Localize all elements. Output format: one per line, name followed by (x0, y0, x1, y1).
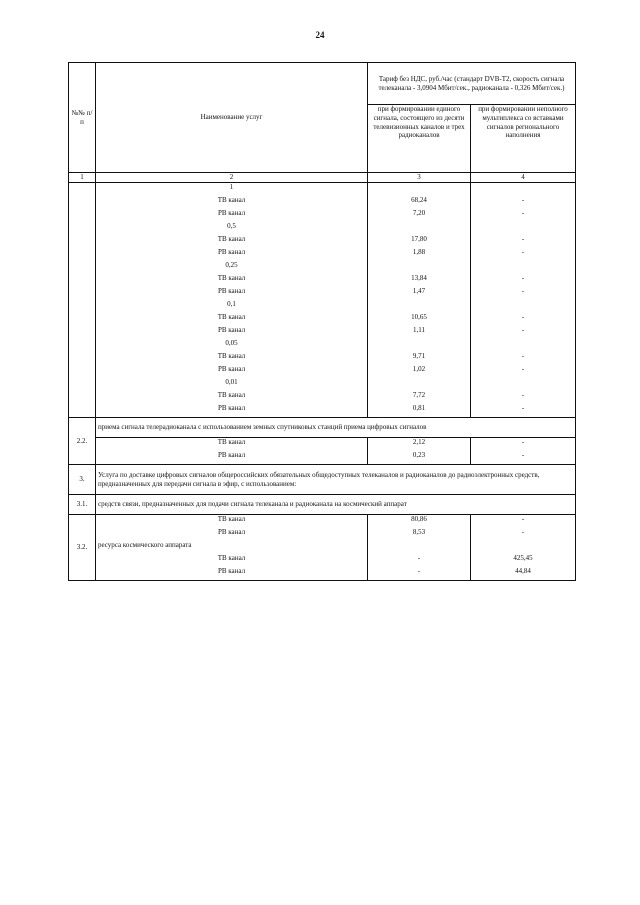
group-label: 0,01 (225, 378, 238, 386)
section-3-2-text: ресурса космического аппарата (98, 541, 192, 549)
tariff-value: 9,71 (412, 352, 426, 360)
section-2-2-row (69, 418, 576, 438)
rv-label: РВ канал (217, 365, 246, 373)
section-2-2-values-row (69, 438, 576, 465)
tv-label: ТВ канал (217, 313, 246, 321)
dash-value: - (521, 404, 525, 412)
dash-value: - (521, 235, 525, 243)
section-3-1-text: средств связи, предназначенных для подачи сигнала телеканала и радиоканала на космический аппарат (96, 495, 576, 515)
groups-row (69, 183, 576, 418)
tariff-value: 425,45 (513, 554, 533, 562)
dash-value: - (417, 554, 421, 562)
tv-label: ТВ канал (217, 352, 246, 360)
group-label: 0,5 (227, 222, 236, 230)
dash-value: - (521, 248, 525, 256)
group-label: 1 (229, 183, 234, 191)
tv-label: ТВ канал (217, 515, 246, 523)
dash-value: - (521, 451, 525, 459)
col3-header: при формировании единого сигнала, состоящего из десяти телевизионных каналов и трех радиоканалов (368, 105, 471, 173)
section-3-num: 3. (69, 465, 96, 495)
tariff-header: Тариф без НДС, руб./час (стандарт DVB-T2, скорость сигнала телеканала - 3,0904 Мбит/сек., радиоканала - 0,326 Мбит/сек.) (368, 63, 576, 105)
tv-label: ТВ канал (217, 196, 246, 204)
dash-value: - (521, 313, 525, 321)
groups-service-cell (96, 183, 368, 418)
dash-value: - (417, 567, 421, 575)
dash-value: - (521, 515, 525, 523)
tariff-value: 8,53 (412, 528, 426, 536)
dash-value: - (521, 528, 525, 536)
rv-label: РВ канал (217, 404, 246, 412)
num-header: №№ п/п (69, 63, 96, 173)
dash-value: - (521, 274, 525, 282)
groups-num-cell (69, 183, 96, 418)
rv-label: РВ канал (217, 326, 246, 334)
groups-col3-cell (368, 183, 471, 418)
section-3-2-row (69, 515, 576, 581)
group-label: 0,05 (225, 339, 238, 347)
column-numbers-row (69, 173, 576, 183)
tariff-value: 7,72 (412, 391, 426, 399)
dash-value: - (521, 209, 525, 217)
colnum-2: 2 (96, 173, 368, 183)
tariff-value: 1,47 (412, 287, 426, 295)
section-3-row (69, 465, 576, 495)
rv-label: РВ канал (217, 287, 246, 295)
groups-col4-cell (471, 183, 576, 418)
rv-label: РВ канал (217, 451, 246, 459)
section-3-1-num: 3.1. (69, 495, 96, 515)
rv-label: РВ канал (217, 528, 246, 536)
tariff-value: 17,80 (411, 235, 427, 243)
section-3-2-num: 3.2. (69, 515, 96, 581)
tariff-value: 13,84 (411, 274, 427, 282)
rv-label: РВ канал (217, 209, 246, 217)
tariff-value: 0,81 (412, 404, 426, 412)
dash-value: - (521, 196, 525, 204)
section-2-2-num: 2.2. (69, 418, 96, 465)
tv-label: ТВ канал (217, 274, 246, 282)
service-header: Наименование услуг (96, 63, 368, 173)
group-label: 0,1 (227, 300, 236, 308)
rv-label: РВ канал (217, 248, 246, 256)
tariff-value: 44,84 (515, 567, 531, 575)
tv-label: ТВ канал (217, 554, 246, 562)
group-label: 0,25 (225, 261, 238, 269)
dash-value: - (521, 287, 525, 295)
section-3-1-row (69, 495, 576, 515)
tariff-table (68, 62, 576, 581)
tv-label: ТВ канал (217, 438, 246, 446)
tariff-value: 1,88 (412, 248, 426, 256)
tv-label: ТВ канал (217, 391, 246, 399)
dash-value: - (521, 438, 525, 446)
rv-label: РВ канал (217, 567, 246, 575)
section-2-2-text: приема сигнала телерадиоканала с использованием земных спутниковых станций приема цифровых сигналов (96, 418, 576, 438)
tariff-value: 0,23 (412, 451, 426, 459)
dash-value: - (521, 326, 525, 334)
tariff-value: 2,12 (412, 438, 426, 446)
dash-value: - (521, 352, 525, 360)
tariff-value: 10,65 (411, 313, 427, 321)
tariff-value: 7,20 (412, 209, 426, 217)
tariff-value: 80,86 (411, 515, 427, 523)
section-3-text: Услуга по доставке цифровых сигналов общероссийских обязательных общедоступных телеканалов и радиоканалов до радиоэлектронных средств, предназначенных для передачи сигнала в эфир, с использованием: (98, 470, 540, 488)
dash-value: - (521, 365, 525, 373)
tariff-value: 1,11 (413, 326, 425, 334)
col4-header: при формировании неполного мультиплекса со вставками сигналов регионального наполнения (471, 105, 576, 173)
colnum-1: 1 (69, 173, 96, 183)
page-number: 24 (315, 30, 325, 40)
colnum-3: 3 (368, 173, 471, 183)
tariff-value: 1,02 (412, 365, 426, 373)
tariff-value: 68,24 (411, 196, 427, 204)
tv-label: ТВ канал (217, 235, 246, 243)
colnum-4: 4 (471, 173, 576, 183)
dash-value: - (521, 391, 525, 399)
